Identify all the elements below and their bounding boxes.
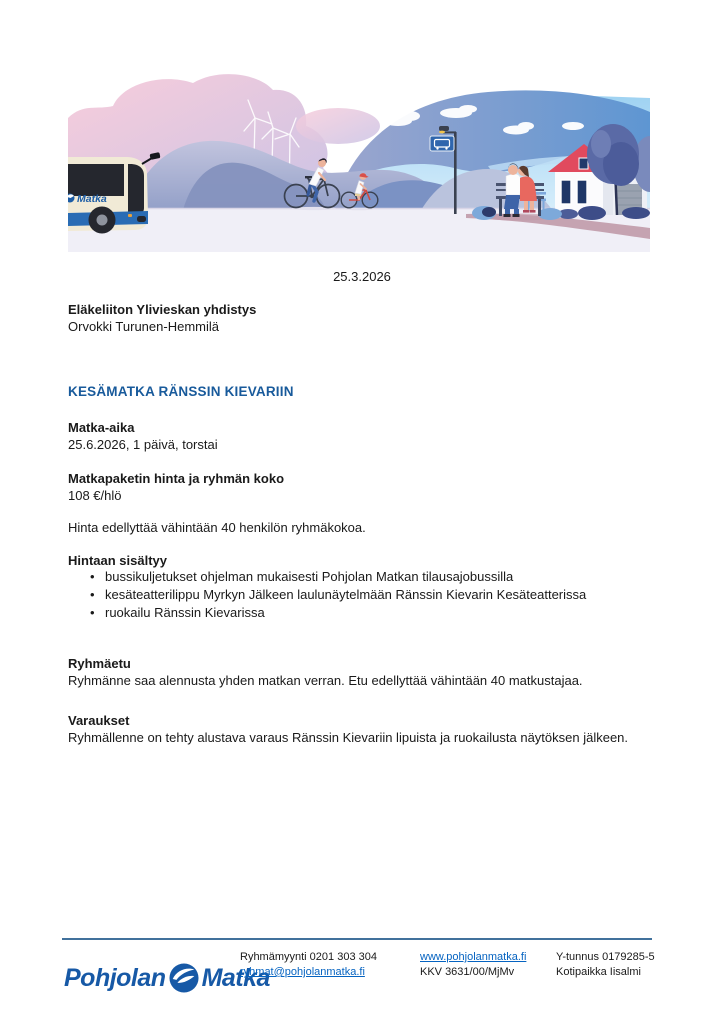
group-benefit-heading: Ryhmäetu: [68, 656, 131, 671]
bus-stop-sign-icon: [430, 136, 454, 151]
footer-business-id: Y-tunnus 0179285-5: [556, 951, 655, 963]
price-value: 108 €/hlö: [68, 488, 122, 503]
header-illustration: [68, 68, 650, 252]
recipient-contact: Orvokki Turunen-Hemmilä: [68, 319, 219, 334]
includes-list: [68, 568, 586, 622]
reservations-body: Ryhmällenne on tehty alustava varaus Ränssin Kievariin lipuista ja ruokailusta näytöksen jälkeen.: [68, 730, 629, 745]
group-benefit-body: Ryhmänne saa alennusta yhden matkan verran. Etu edellyttää vähintään 40 matkustajaa.: [68, 673, 583, 688]
footer-divider: [62, 938, 652, 940]
list-item: • kesäteatterilippu Myrkyn Jälkeen laulunäytelmään Ränssin Kievarin Kesäteatterissa: [68, 586, 586, 604]
footer-domicile: Kotipaikka Iisalmi: [556, 966, 641, 978]
document-title: KESÄMATKA RÄNSSIN KIEVARIIN: [68, 384, 294, 399]
list-item: • ruokailu Ränssin Kievarissa: [68, 604, 586, 622]
recipient-organization: Eläkeliiton Ylivieskan yhdistys: [68, 302, 257, 317]
price-heading: Matkapaketin hinta ja ryhmän koko: [68, 471, 285, 486]
list-item: • bussikuljetukset ohjelman mukaisesti Pohjolan Matkan tilausajobussilla: [68, 568, 586, 586]
logo-text-matka: Matka: [201, 963, 270, 992]
footer-sales-phone: Ryhmämyynti 0201 303 304: [240, 951, 377, 963]
footer-email-link[interactable]: ryhmat@pohjolanmatka.fi: [240, 966, 365, 978]
logo-text-pohjolan: Pohjolan: [64, 963, 166, 992]
reservations-heading: Varaukset: [68, 713, 130, 728]
travel-time-heading: Matka-aika: [68, 420, 135, 435]
travel-time-value: 25.6.2026, 1 päivä, torstai: [68, 437, 218, 452]
swoosh-icon: [169, 963, 199, 993]
includes-heading: Hintaan sisältyy: [68, 553, 167, 568]
footer-kkv: KKV 3631/00/MjMv: [420, 966, 515, 978]
document-date: 25.3.2026: [333, 269, 391, 284]
footer-website-link[interactable]: www.pohjolanmatka.fi: [420, 951, 527, 963]
bus-brand-label: Matka: [77, 193, 107, 205]
price-condition: Hinta edellyttää vähintään 40 henkilön ryhmäkokoa.: [68, 520, 366, 535]
